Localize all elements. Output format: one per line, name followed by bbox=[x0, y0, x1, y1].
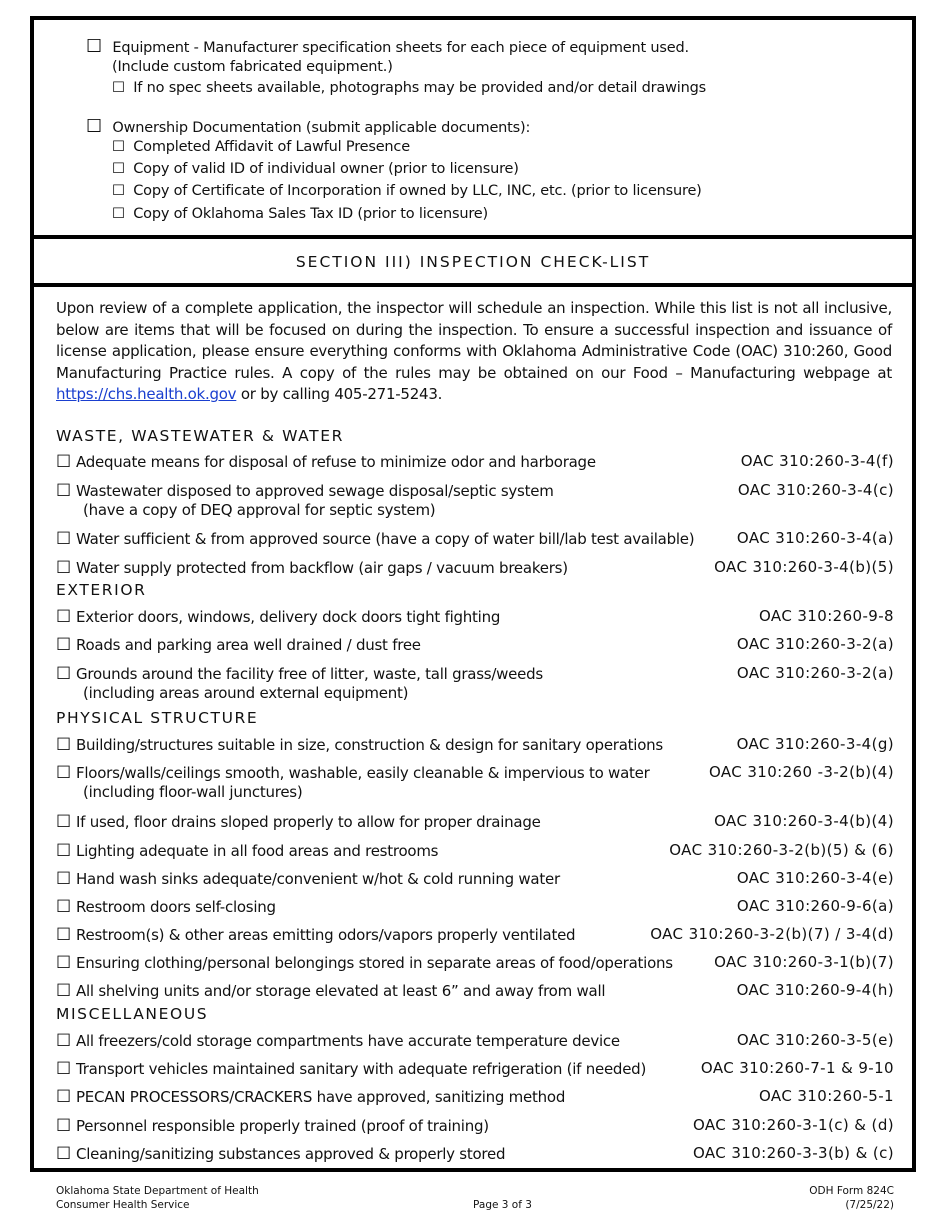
category-heading: MISCELLANEOUS bbox=[56, 1005, 209, 1023]
checklist-checkbox[interactable]: ☐ bbox=[56, 635, 71, 655]
checklist-checkbox[interactable]: ☐ bbox=[56, 481, 71, 501]
checklist-item bbox=[56, 812, 894, 832]
checklist-row bbox=[56, 607, 894, 627]
ownership-line bbox=[86, 116, 530, 137]
checklist-row bbox=[56, 981, 894, 1001]
checklist-row bbox=[56, 1144, 894, 1164]
checklist-checkbox[interactable]: ☐ bbox=[56, 841, 71, 861]
checklist-item-text: Roads and parking area well drained / dust free bbox=[76, 636, 421, 654]
section-3-title: SECTION III) INSPECTION CHECK-LIST bbox=[295, 253, 651, 271]
checklist-item bbox=[56, 1116, 894, 1136]
checklist-checkbox[interactable]: ☐ bbox=[56, 664, 71, 684]
checklist-checkbox[interactable]: ☐ bbox=[56, 812, 71, 832]
checklist-checkbox[interactable]: ☐ bbox=[56, 735, 71, 755]
checklist-item bbox=[56, 925, 894, 945]
oac-reference: OAC 310:260-9-8 bbox=[758, 607, 894, 625]
checklist-item-text: Wastewater disposed to approved sewage disposal/septic system bbox=[76, 482, 554, 500]
oac-reference: OAC 310:260-3-4(b)(5) bbox=[714, 558, 894, 576]
checklist-item-left bbox=[56, 735, 663, 755]
checklist-item bbox=[56, 607, 894, 627]
equipment-line bbox=[86, 36, 689, 57]
checklist-item-left bbox=[56, 841, 438, 861]
checklist-item bbox=[56, 1031, 894, 1051]
checklist-row bbox=[56, 812, 894, 832]
footer-service: Consumer Health Service bbox=[56, 1199, 190, 1211]
equipment-label: Equipment - Manufacturer specification sheets for each piece of equipment used. bbox=[112, 40, 689, 56]
category-heading: EXTERIOR bbox=[56, 581, 147, 599]
checklist-item bbox=[56, 1144, 894, 1164]
ownership-sub-checkbox[interactable]: ☐ bbox=[112, 161, 125, 177]
checklist-item-text: Restroom doors self-closing bbox=[76, 898, 276, 916]
checklist-checkbox[interactable]: ☐ bbox=[56, 1144, 71, 1164]
oac-reference: OAC 310:260-3-2(b)(7) / 3-4(d) bbox=[650, 925, 894, 943]
checklist-item-left bbox=[56, 925, 575, 945]
checklist-item-left bbox=[56, 1059, 646, 1079]
ownership-sub-line bbox=[112, 161, 519, 177]
checklist-row bbox=[56, 1116, 894, 1136]
checklist-checkbox[interactable]: ☐ bbox=[56, 1116, 71, 1136]
checklist-checkbox[interactable]: ☐ bbox=[56, 953, 71, 973]
checklist-item bbox=[56, 529, 894, 549]
checklist-item-left bbox=[56, 763, 650, 783]
checklist-item-left bbox=[56, 607, 500, 627]
checklist-item bbox=[56, 1059, 894, 1079]
equipment-sub-label: If no spec sheets available, photographs may be provided and/or detail drawings bbox=[133, 80, 706, 96]
checklist-row bbox=[56, 869, 894, 889]
checklist-checkbox[interactable]: ☐ bbox=[56, 452, 71, 472]
checklist-row bbox=[56, 558, 894, 578]
checklist-item-text: All shelving units and/or storage elevated at least 6” and away from wall bbox=[76, 982, 606, 1000]
category-heading: PHYSICAL STRUCTURE bbox=[56, 709, 259, 727]
oac-reference: OAC 310:260 -3-2(b)(4) bbox=[708, 763, 894, 781]
checklist-item-note: (including areas around external equipment) bbox=[83, 684, 409, 702]
section-3-intro bbox=[56, 298, 892, 406]
checklist-item-text: Floors/walls/ceilings smooth, washable, easily cleanable & impervious to water bbox=[76, 764, 650, 782]
equipment-sub-line bbox=[112, 80, 706, 96]
checklist-row bbox=[56, 452, 894, 472]
checklist-checkbox[interactable]: ☐ bbox=[56, 1059, 71, 1079]
checklist-item-text: Grounds around the facility free of litter, waste, tall grass/weeds bbox=[76, 665, 543, 683]
checklist-row bbox=[56, 1059, 894, 1079]
checklist-item-text: Water sufficient & from approved source (have a copy of water bill/lab test available) bbox=[76, 530, 695, 548]
oac-reference: OAC 310:260-3-2(a) bbox=[736, 664, 894, 682]
ownership-label: Ownership Documentation (submit applicable documents): bbox=[112, 120, 531, 136]
oac-reference: OAC 310:260-3-4(e) bbox=[736, 869, 894, 887]
checklist-item-left bbox=[56, 1087, 565, 1107]
oac-reference: OAC 310:260-3-2(b)(5) & (6) bbox=[669, 841, 894, 859]
checklist-item-text: If used, floor drains sloped properly to allow for proper drainage bbox=[76, 813, 541, 831]
checklist-item-left bbox=[56, 529, 694, 549]
ownership-sub-checkbox[interactable]: ☐ bbox=[112, 139, 125, 155]
section-2-continued bbox=[34, 20, 912, 239]
checklist-item bbox=[56, 558, 894, 578]
checklist-checkbox[interactable]: ☐ bbox=[56, 1031, 71, 1051]
checklist-item bbox=[56, 981, 894, 1001]
checklist-item-text: Exterior doors, windows, delivery dock doors tight fighting bbox=[76, 608, 501, 626]
checklist-row bbox=[56, 664, 894, 684]
oac-reference: OAC 310:260-3-4(b)(4) bbox=[714, 812, 894, 830]
footer-form: ODH Form 824C bbox=[809, 1185, 894, 1197]
checklist-item bbox=[56, 635, 894, 655]
checklist-row bbox=[56, 1031, 894, 1051]
ownership-sub-label: Copy of Certificate of Incorporation if owned by LLC, INC, etc. (prior to licensure) bbox=[133, 183, 702, 199]
checklist-item-note: (have a copy of DEQ approval for septic system) bbox=[83, 501, 436, 519]
ownership-sub-checkbox[interactable]: ☐ bbox=[112, 206, 125, 222]
checklist-item-text: Adequate means for disposal of refuse to minimize odor and harborage bbox=[76, 453, 596, 471]
footer-date: (7/25/22) bbox=[845, 1199, 894, 1211]
checklist-item-text: All freezers/cold storage compartments have accurate temperature device bbox=[76, 1032, 620, 1050]
checklist-checkbox[interactable]: ☐ bbox=[56, 897, 71, 917]
checklist-item bbox=[56, 481, 894, 519]
checklist-row bbox=[56, 925, 894, 945]
checklist-item bbox=[56, 452, 894, 472]
checklist-item bbox=[56, 763, 894, 801]
checklist-item-text: Lighting adequate in all food areas and restrooms bbox=[76, 842, 439, 860]
checklist-item-left bbox=[56, 664, 543, 684]
checklist-item-left bbox=[56, 481, 554, 501]
ownership-sub-line bbox=[112, 139, 410, 155]
footer-page: Page 3 of 3 bbox=[473, 1199, 532, 1211]
oac-reference: OAC 310:260-9-6(a) bbox=[736, 897, 894, 915]
ownership-sub-line bbox=[112, 183, 702, 199]
oac-reference: OAC 310:260-3-3(b) & (c) bbox=[692, 1144, 894, 1162]
footer-right bbox=[809, 1184, 894, 1212]
oac-reference: OAC 310:260-7-1 & 9-10 bbox=[700, 1059, 894, 1077]
checklist-item-left bbox=[56, 981, 605, 1001]
equipment-checkbox[interactable]: ☐ bbox=[86, 36, 102, 57]
oac-reference: OAC 310:260-3-5(e) bbox=[736, 1031, 894, 1049]
checklist-item-note: (including floor-wall junctures) bbox=[83, 783, 303, 801]
ownership-sub-line bbox=[112, 206, 488, 222]
category-heading: WASTE, WASTEWATER & WATER bbox=[56, 427, 344, 445]
checklist-item-left bbox=[56, 452, 596, 472]
checklist-item-text: Water supply protected from backflow (air gaps / vacuum breakers) bbox=[76, 559, 568, 577]
equipment-sub-checkbox[interactable]: ☐ bbox=[112, 80, 125, 96]
oac-reference: OAC 310:260-3-1(b)(7) bbox=[714, 953, 894, 971]
checklist-item-left bbox=[56, 1116, 489, 1136]
section-divider bbox=[34, 283, 912, 287]
form-frame bbox=[30, 16, 916, 1172]
checklist-item-text: Restroom(s) & other areas emitting odors/vapors properly ventilated bbox=[76, 926, 576, 944]
ownership-sub-label: Completed Affidavit of Lawful Presence bbox=[133, 139, 410, 155]
chs-website-link[interactable]: https://chs.health.ok.gov bbox=[56, 385, 237, 403]
oac-reference: OAC 310:260-5-1 bbox=[758, 1087, 894, 1105]
checklist-item-left bbox=[56, 1144, 505, 1164]
oac-reference: OAC 310:260-3-4(f) bbox=[740, 452, 894, 470]
checklist-row bbox=[56, 529, 894, 549]
intro-text-end: or by calling 405-271-5243. bbox=[236, 385, 443, 403]
checklist-item-text: PECAN PROCESSORS/CRACKERS have approved, sanitizing method bbox=[76, 1088, 566, 1106]
equipment-label-cont: (Include custom fabricated equipment.) bbox=[112, 59, 393, 75]
ownership-sub-checkbox[interactable]: ☐ bbox=[112, 183, 125, 199]
checklist-row bbox=[56, 635, 894, 655]
checklist-row bbox=[56, 735, 894, 755]
checklist-item-text: Building/structures suitable in size, construction & design for sanitary operations bbox=[76, 736, 663, 754]
checklist-checkbox[interactable]: ☐ bbox=[56, 558, 71, 578]
checklist-item-left bbox=[56, 635, 421, 655]
checklist-item-left bbox=[56, 869, 560, 889]
checklist-item-left bbox=[56, 953, 673, 973]
oac-reference: OAC 310:260-3-2(a) bbox=[736, 635, 894, 653]
checklist-row bbox=[56, 897, 894, 917]
ownership-checkbox[interactable]: ☐ bbox=[86, 116, 102, 137]
ownership-sub-label: Copy of Oklahoma Sales Tax ID (prior to licensure) bbox=[133, 206, 488, 222]
checklist-item bbox=[56, 1087, 894, 1107]
checklist-item-text: Cleaning/sanitizing substances approved & properly stored bbox=[76, 1145, 506, 1163]
oac-reference: OAC 310:260-3-4(a) bbox=[736, 529, 894, 547]
intro-text: Upon review of a complete application, the inspector will schedule an inspection. While this list is not all inclusive, below are items that will be focused on during the inspection. To ensure a successful inspection and issuance of license application, please ensure everything conforms with Oklahoma Administrative Code (OAC) 310:260, Good Manufacturing Practice rules. A copy of the rules may be obtained on our Food – Manufacturing webpage at bbox=[56, 299, 892, 382]
checklist-checkbox[interactable]: ☐ bbox=[56, 981, 71, 1001]
checklist-item bbox=[56, 664, 894, 702]
oac-reference: OAC 310:260-3-4(c) bbox=[737, 481, 894, 499]
oac-reference: OAC 310:260-3-4(g) bbox=[736, 735, 894, 753]
checklist-row bbox=[56, 1087, 894, 1107]
checklist-item-left bbox=[56, 812, 541, 832]
checklist-item-left bbox=[56, 897, 276, 917]
checklist-row bbox=[56, 481, 894, 501]
oac-reference: OAC 310:260-9-4(h) bbox=[736, 981, 894, 999]
checklist-item bbox=[56, 869, 894, 889]
checklist-item-text: Personnel responsible properly trained (proof of training) bbox=[76, 1117, 489, 1135]
oac-reference: OAC 310:260-3-1(c) & (d) bbox=[692, 1116, 894, 1134]
footer-org: Oklahoma State Department of Health bbox=[56, 1185, 259, 1197]
checklist-checkbox[interactable]: ☐ bbox=[56, 607, 71, 627]
checklist-checkbox[interactable]: ☐ bbox=[56, 1087, 71, 1107]
ownership-sub-label: Copy of valid ID of individual owner (prior to licensure) bbox=[133, 161, 519, 177]
checklist-row bbox=[56, 841, 894, 861]
checklist-item bbox=[56, 841, 894, 861]
checklist-checkbox[interactable]: ☐ bbox=[56, 869, 71, 889]
checklist-checkbox[interactable]: ☐ bbox=[56, 925, 71, 945]
checklist-item bbox=[56, 735, 894, 755]
checklist-checkbox[interactable]: ☐ bbox=[56, 529, 71, 549]
checklist-item-text: Transport vehicles maintained sanitary with adequate refrigeration (if needed) bbox=[76, 1060, 647, 1078]
checklist-item-left bbox=[56, 558, 568, 578]
checklist-item bbox=[56, 897, 894, 917]
checklist-row bbox=[56, 953, 894, 973]
checklist-checkbox[interactable]: ☐ bbox=[56, 763, 71, 783]
checklist-row bbox=[56, 763, 894, 783]
checklist-item bbox=[56, 953, 894, 973]
checklist-item-text: Ensuring clothing/personal belongings stored in separate areas of food/operations bbox=[76, 954, 673, 972]
checklist-item-left bbox=[56, 1031, 620, 1051]
checklist-item-text: Hand wash sinks adequate/convenient w/hot & cold running water bbox=[76, 870, 560, 888]
